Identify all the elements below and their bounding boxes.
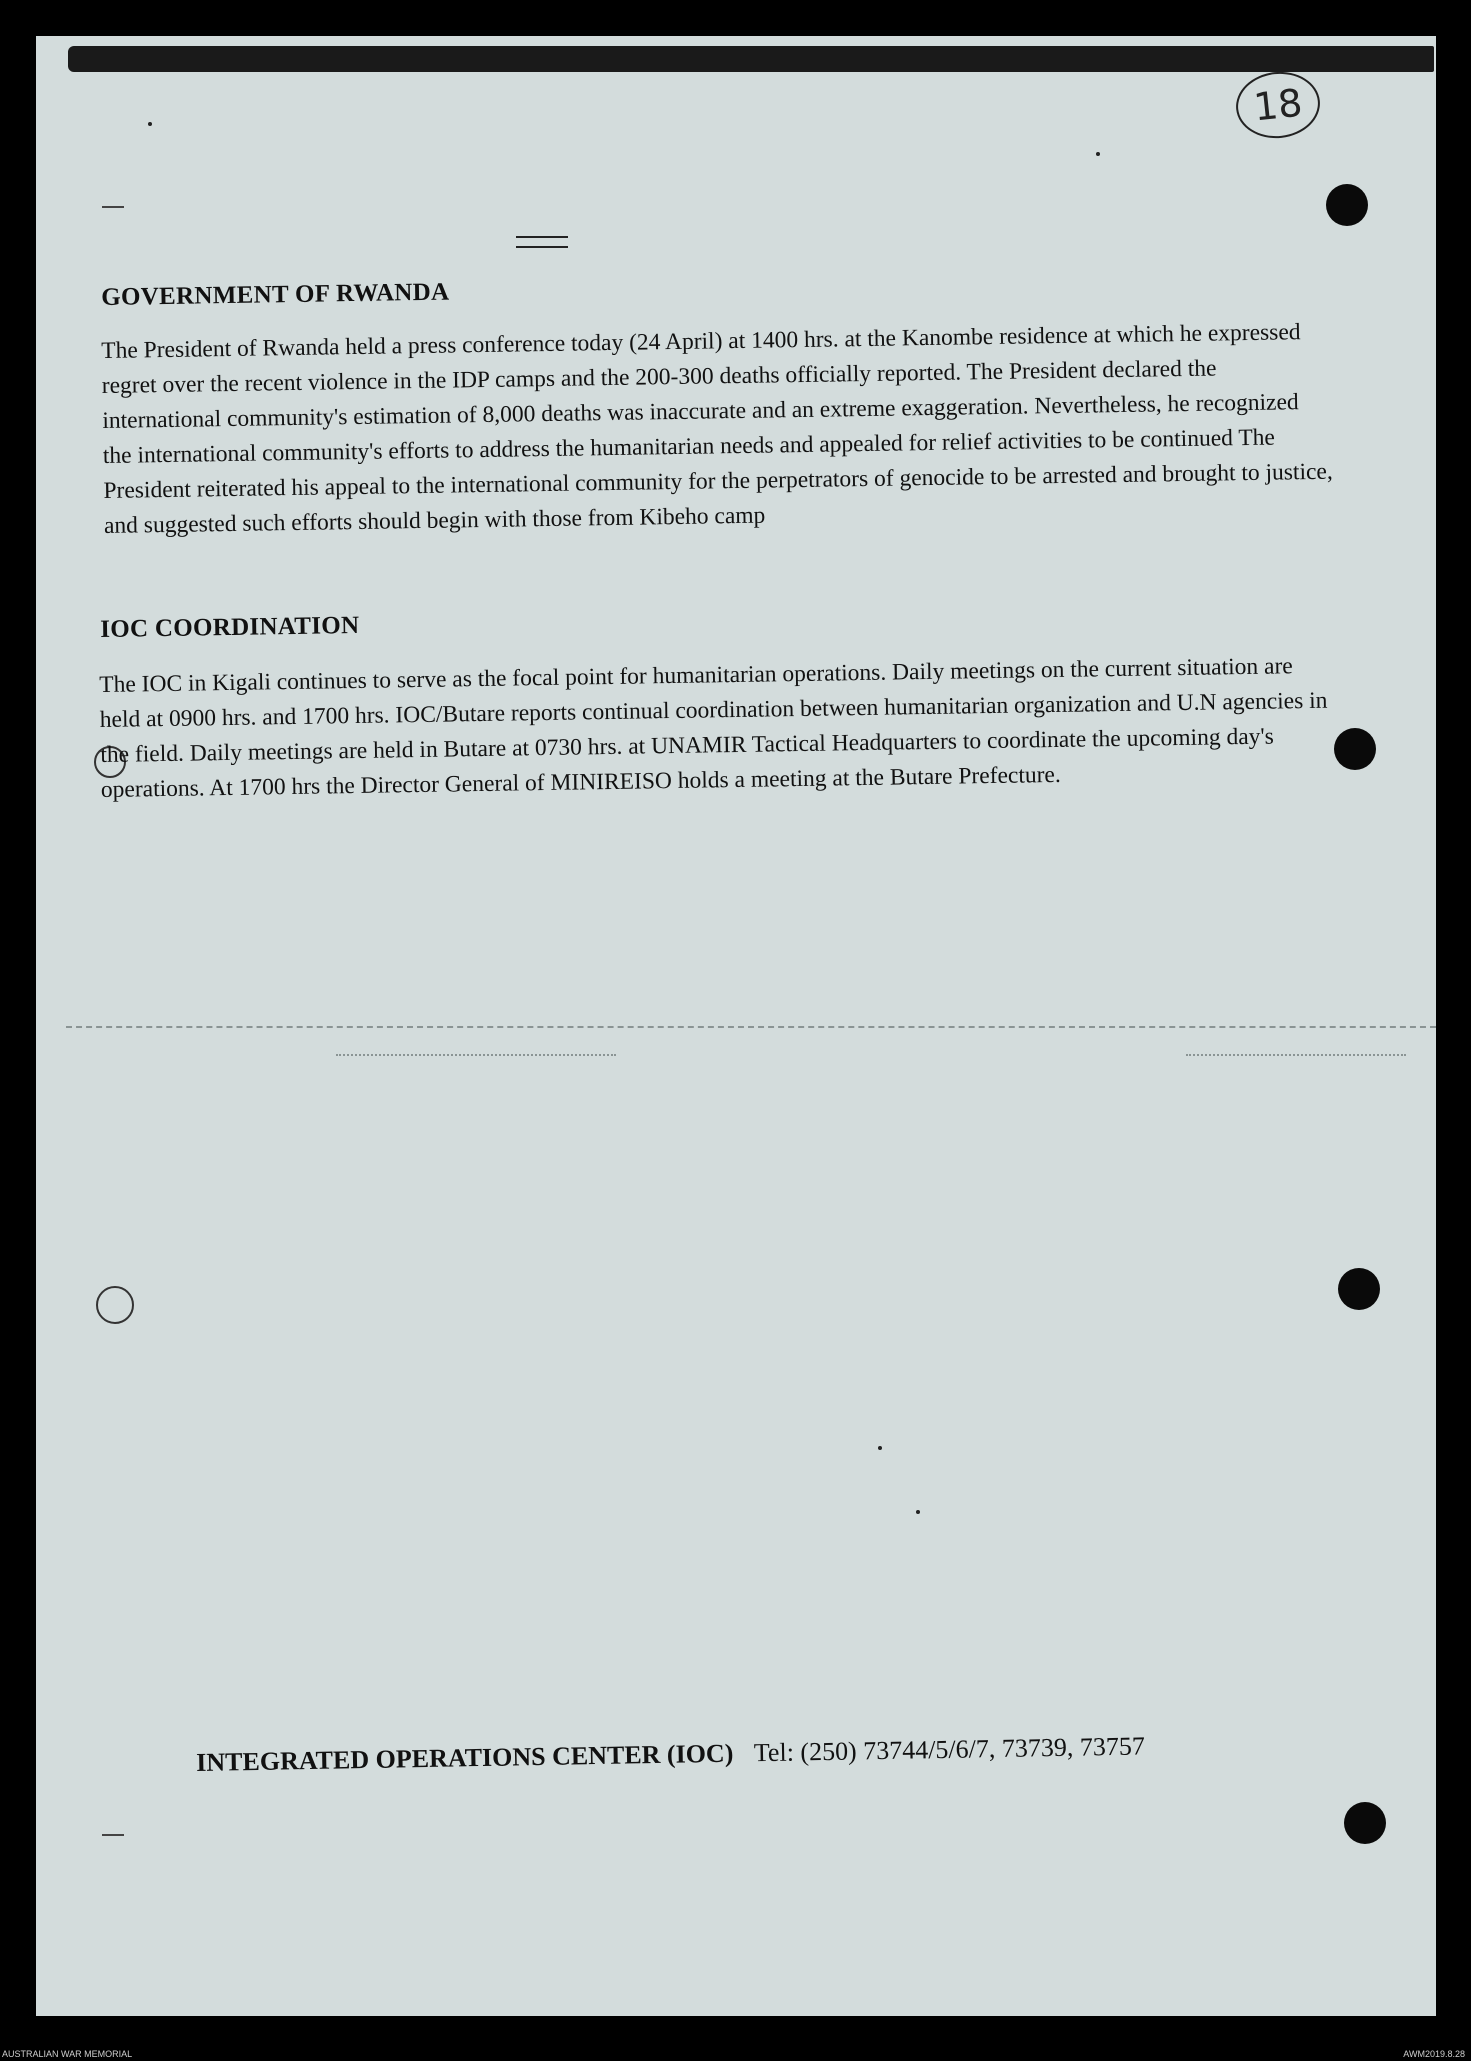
section-heading: IOC COORDINATION bbox=[100, 611, 360, 643]
section-heading: GOVERNMENT OF RWANDA bbox=[101, 278, 450, 311]
fold-line bbox=[1186, 1054, 1406, 1056]
section-paragraph: The IOC in Kigali continues to serve as the focal point for humanitarian operations. Daily meetings on the current situation are held at 0900 hrs. and 1700 hrs. IOC/Butare reports continual coordination between humanitarian organization and U.N agencies in the field. Daily meetings are held in Butare at 0730 hrs. at UNAMIR Tactical Headquarters to coordinate the upcoming day's operations. At 1700 hrs the Director General of MINIREISO holds a meeting at the Butare Prefecture. bbox=[99, 653, 1328, 803]
section-paragraph: The President of Rwanda held a press conference today (24 April) at 1400 hrs. at the Kanombe residence at which he expressed regret over the recent violence in the IDP camps and the 200-300 deaths officially reported. The President declared the international community's estimation of 8,000 deaths was inaccurate and an extreme exaggeration. Nevertheless, he recognized the international community's efforts to address the humanitarian needs and appealed for relief activities to be continued The President reiterated his appeal to the international community for the perpetrators of genocide to be arrested and brought to justice, and suggested such efforts should begin with those from Kibeho camp bbox=[101, 319, 1333, 539]
margin-mark bbox=[102, 1834, 124, 1836]
archive-caption-bar bbox=[0, 2050, 1471, 2061]
scan-edge-bar bbox=[68, 46, 1434, 72]
handwritten-page-number: 18 bbox=[1233, 68, 1323, 142]
punch-hole bbox=[1338, 1268, 1380, 1310]
fold-line bbox=[336, 1054, 616, 1056]
footer-organization: INTEGRATED OPERATIONS CENTER (IOC) bbox=[196, 1738, 734, 1777]
double-rule bbox=[516, 236, 568, 248]
scan-speck bbox=[1096, 152, 1100, 156]
fold-line bbox=[66, 1026, 1436, 1028]
footer-phone: Tel: (250) 73744/5/6/7, 73739, 73757 bbox=[753, 1731, 1146, 1768]
scanned-page bbox=[36, 36, 1436, 2016]
archive-caption-institution: AUSTRALIAN WAR MEMORIAL bbox=[2, 2049, 133, 2059]
letterhead-footer bbox=[196, 1731, 1145, 1778]
scan-speck bbox=[916, 1510, 920, 1514]
scan-speck bbox=[148, 122, 152, 126]
punch-hole bbox=[1334, 728, 1376, 770]
punch-hole bbox=[1326, 184, 1368, 226]
punch-hole bbox=[1344, 1802, 1386, 1844]
scan-speck bbox=[878, 1446, 882, 1450]
archive-caption-reference: AWM2019.8.28 bbox=[1403, 2049, 1465, 2059]
margin-mark bbox=[102, 206, 124, 208]
punch-hole-outline bbox=[96, 1286, 134, 1324]
